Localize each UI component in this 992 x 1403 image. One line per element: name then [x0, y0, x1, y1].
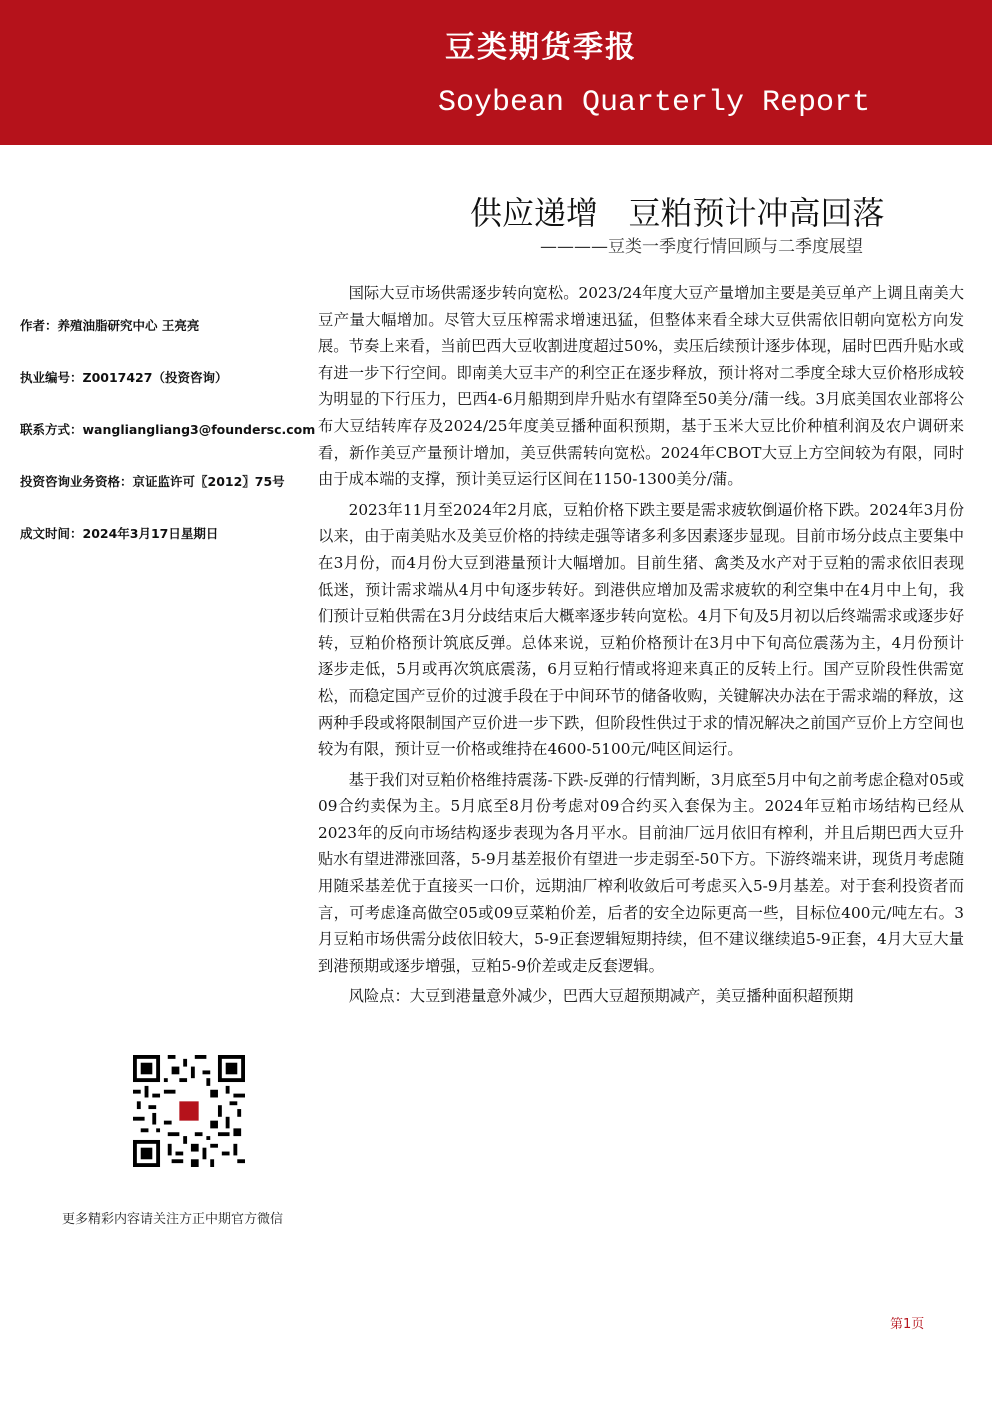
- body-paragraph: 国际大豆市场供需逐步转向宽松。2023/24年度大豆产量增加主要是美豆单产上调且南美大豆产量大幅增加。尽管大豆压榨需求增速迅猛，但整体来看全球大豆供需依旧朝向宽松方向发展。节奏上来看，当前巴西大豆收割进度超过50%，卖压后续预计逐步体现，届时巴西升贴水或有进一步下行空间。即南美大豆丰产的利空正在逐步释放，预计将对二季度全球大豆价格形成较为明显的下行压力，巴西4-6月船期到岸升贴水有望降至50美分/蒲一线。3月底美国农业部将公布大豆结转库存及2024/25年度美豆播种面积预期，基于玉米大豆比价种植利润及农户调研来看，新作美豆产量预计增加，美豆供需转向宽松。2024年CBOT大豆上方空间较为有限，同时由于成本端的支撑，预计美豆运行区间在1150-1300美分/蒲。: [318, 284, 964, 489]
- license-number: 执业编号：Z0017427（投资咨询）: [20, 370, 228, 385]
- contact-email: 联系方式：wangliangliang3@foundersc.com: [20, 422, 316, 437]
- author-info: [20, 300, 320, 560]
- body-paragraph: 2023年11月至2024年2月底，豆粕价格下跌主要是需求疲软倒逼价格下跌。2024年3月份以来，由于南美贴水及美豆价格的持续走强等诸多利多因素逐步显现。目前市场分歧点主要集中在3月份，而4月份大豆到港量预计大幅增加。目前生猪、禽类及水产对于豆粕的需求依旧表现低迷，预计需求端从4月中旬逐步转好。到港供应增加及需求疲软的利空集中在4月中上旬，我们预计豆粕供需在3月分歧结束后大概率逐步转向宽松。4月下旬及5月初以后终端需求或逐步好转，豆粕价格预计筑底反弹。总体来说，豆粕价格预计在3月中下旬高位震荡为主，4月份预计逐步走低，5月或再次筑底震荡，6月豆粕行情或将迎来真正的反转上行。国产豆阶段性供需宽松，而稳定国产豆价的过渡手段在于中间环节的储备收购，关键解决办法在于需求端的释放，这两种手段或将限制国产豆价进一步下跌，但阶段性供过于求的情况解决之前国产豆价上方空间也较为有限，预计豆一价格或维持在4600-5100元/吨区间运行。: [318, 500, 964, 759]
- report-series-title-en: Soybean Quarterly Report: [438, 86, 871, 120]
- page-number: 第1页: [890, 1317, 925, 1332]
- report-title: 供应递增 豆粕预计冲高回落: [470, 194, 885, 232]
- header-banner: [0, 0, 992, 145]
- qr-caption: 更多精彩内容请关注方正中期官方微信: [62, 1212, 284, 1227]
- qr-code-icon: [133, 1055, 245, 1167]
- publish-date: 成文时间：2024年3月17日星期日: [20, 526, 219, 541]
- report-subtitle: ————豆类一季度行情回顾与二季度展望: [540, 237, 863, 257]
- risk-note: 风险点：大豆到港量意外减少，巴西大豆超预期减产，美豆播种面积超预期: [348, 987, 854, 1006]
- report-body: [318, 280, 964, 1014]
- author: 作者：养殖油脂研究中心 王亮亮: [20, 318, 200, 333]
- qualification: 投资咨询业务资格：京证监许可〖2012〗75号: [20, 474, 285, 489]
- report-series-title: 豆类期货季报: [445, 30, 637, 65]
- body-paragraph: 基于我们对豆粕价格维持震荡-下跌-反弹的行情判断，3月底至5月中旬之前考虑企稳对05或09合约卖保为主。5月底至8月份考虑对09合约买入套保为主。2024年豆粕市场结构已经从2023年的反向市场结构逐步表现为各月平水。目前油厂远月依旧有榨利，并且后期巴西大豆升贴水有望进滞涨回落，5-9月基差报价有望进一步走弱至-50下方。下游终端来讲，现货月考虑随用随采基差优于直接买一口价，远期油厂榨利收敛后可考虑买入5-9月基差。对于套利投资者而言，可考虑逢高做空05或09豆菜粕价差，后者的安全边际更高一些，目标位400元/吨左右。3月豆粕市场供需分歧依旧较大，5-9正套逻辑短期持续，但不建议继续追5-9正套，4月大豆大量到港预期或逐步增强，豆粕5-9价差或走反套逻辑。: [318, 770, 964, 975]
